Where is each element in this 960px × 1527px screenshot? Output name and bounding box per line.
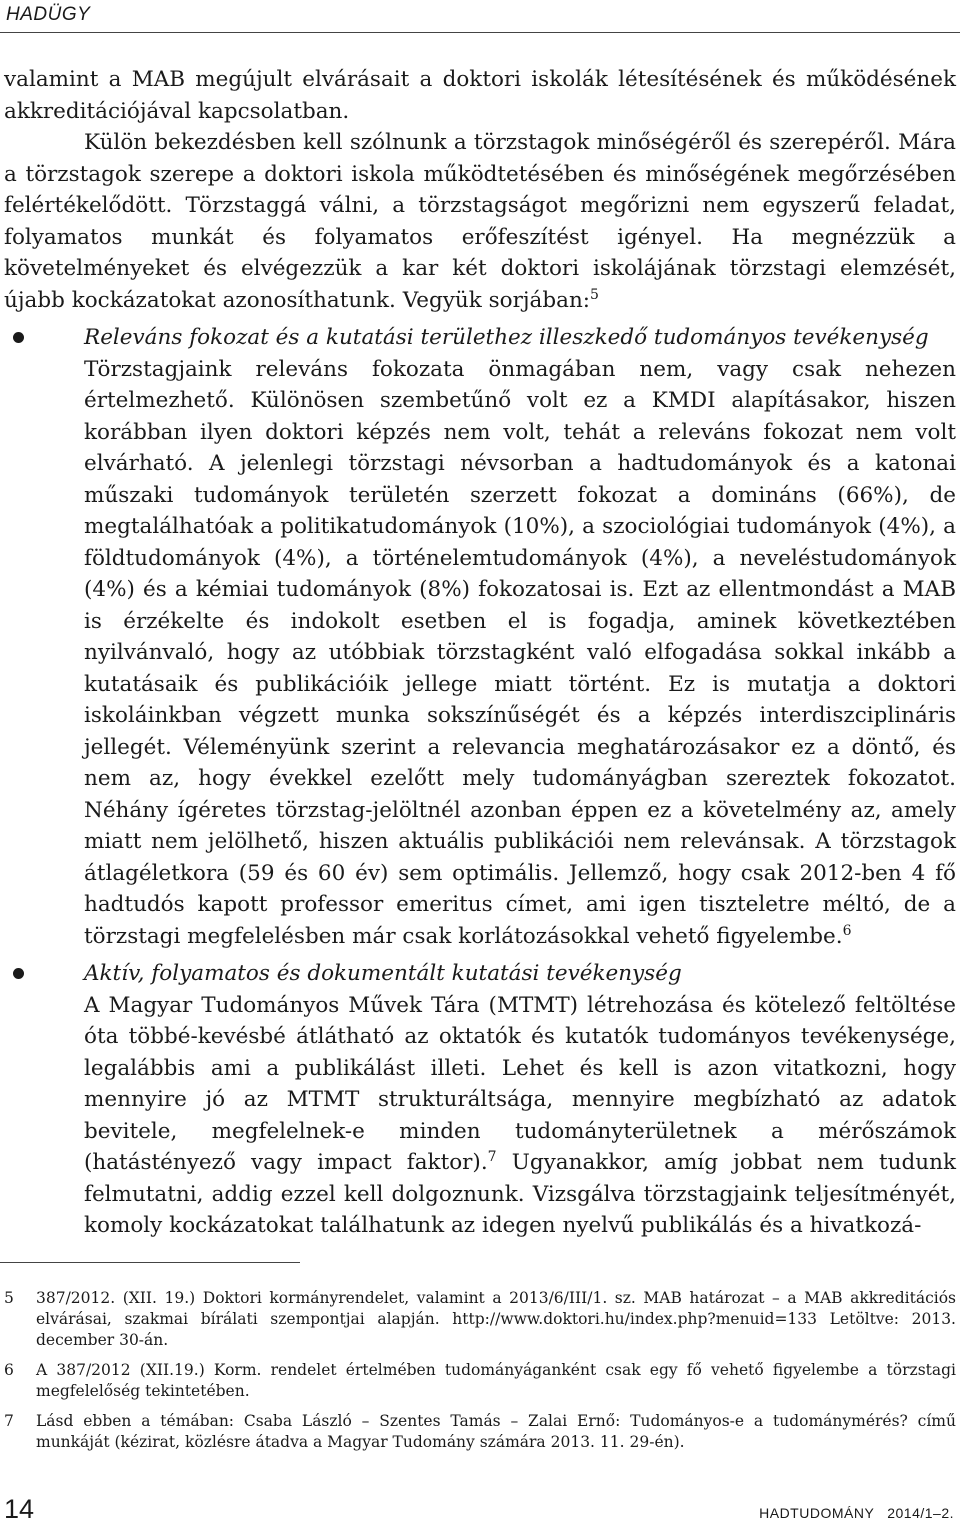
paragraph: valamint a MAB megújult elvárásait a doktori iskolák létesítésének és működésének akkreditációjával kapcsolatban. <box>4 67 956 124</box>
article-body <box>4 64 956 1242</box>
footnote-text: 387/2012. (XII. 19.) Doktori kormányrendelet, valamint a 2013/6/III/1. sz. MAB határozat – a MAB akkreditációs elvárásai, szakmai bírálati szempontjai alapján. http://www.doktori.hu/index.php?menuid=133 Letöltve: 2013. december 30-án. <box>36 1289 956 1349</box>
paragraph-text: Külön bekezdésben kell szólnunk a törzstagok minőségéről és szerepéről. Mára a törzstagok szerepe a doktori iskola működtetésében és minőségének megőrzésében felértékelődött. Törzstaggá válni, a törzstagságot megőrizni nem egyszerű feladat, folyamatos munkát és folyamatos erőfeszítést igényel. Ha megnézzük a követelményeket és elvégezzük a kar két doktori iskolájának törzstagi elemzését, újabb kockázatokat azonosíthatunk. Vegyük sorjában: <box>4 130 956 313</box>
footnote-number: 5 <box>4 1289 14 1307</box>
bullet-text: A Magyar Tudományos Művek Tára (MTMT) létrehozása és kötelező feltöltése óta többé-kevésbé átlátható az oktatók és kutatók tudományos tevékenysége, legalábbis ami a publikálást illeti. Lehet és kell is azon vitatkozni, hogy mennyire jó az MTMT strukturáltsága, mennyire megbízható az adatok bevitele, megfelelnek-e minden tudományterületnek a mérőszámok (hatástényező vagy impact faktor). <box>84 992 956 1175</box>
journal-footer <box>759 1505 954 1521</box>
running-header: HADÜGY <box>6 4 91 25</box>
bullet-item <box>4 958 956 1242</box>
footnote-divider <box>0 1262 300 1263</box>
footnote-text: Lásd ebben a témában: Csaba László – Szentes Tamás – Zalai Ernő: Tudományos-e a tudománymérés? című munkáját (kézirat, közlésre átadva a Magyar Tudomány számára 2013. 11. 29-én). <box>36 1412 956 1451</box>
bullet-title: Releváns fokozat és a kutatási területhez illeszkedő tudományos tevékenység <box>84 325 929 350</box>
footnote-number: 7 <box>4 1412 14 1430</box>
bullet-item <box>4 322 956 952</box>
header-divider <box>0 32 960 33</box>
footnote <box>4 1288 956 1351</box>
bullet-text-continued: Ugyanakkor, amíg jobbat nem tudunk felmutatni, addig ezzel kell dolgoznunk. Vizsgálva törzstagjaink teljesítményét, komoly kockázatokat találhatunk az idegen nyelvű publikálás és a hivatkozá- <box>84 1150 957 1238</box>
footnotes <box>4 1288 956 1462</box>
footnote <box>4 1411 956 1453</box>
bullet-icon <box>13 332 24 343</box>
footnote-number: 6 <box>4 1361 14 1379</box>
journal-issue: HADTUDOMÁNY 2014/1–2. <box>759 1505 954 1521</box>
footnote-ref: 6 <box>842 922 852 939</box>
bullet-text: Törzstagjaink releváns fokozata önmagában nem, vagy csak nehezen értelmezhető. Különösen szembetűnő volt ez a KMDI alapításakor, hiszen korábban ilyen doktori képzés nem volt, tehát a releváns fokozat nem volt elvárható. A jelenlegi törzstagi névsorban a hadtudományok és a katonai műszaki tudományok területén szerzett fokozat a domináns (66%), de megtalálhatóak a politikatudományok (10%), a szociológiai tudományok (4%), a földtudományok (4%), a történelemtudományok (4%), a neveléstudományok (4%) és a kémiai tudományok (8%) fokozatosai is. Ezt az ellentmondást a MAB is érzékelte és indokolt esetben el is fogadja, aminek következtében nyilvánvaló, hogy az utóbbiak törzstagként való elfogadása sokkal inkább a kutatásaik és publikációik jellege miatt történt. Ez is mutatja a doktori iskoláinkban végzett munka sokszínűségét és a képzés interdiszciplináris jellegét. Véleményünk szerint a relevancia meghatározásakor ez a döntő, és nem az, hogy évekkel ezelőtt mely tudományágban szereztek fokozatot. Néhány ígéretes törzstag-jelöltnél azonban éppen ez a követelmény az, amely miatt nem jelölhető, hiszen aktuális publikációi nem relevánsak. A törzstagok átlagéletkora (59 és 60 év) sem optimális. Jellemző, hogy csak 2012-ben 4 fő hadtudós kapott professor emeritus címet, ami igen tiszteletre méltó, de a törzstagi megfelelésben már csak korlátozásokkal vehető figyelembe. <box>84 356 956 949</box>
bullet-icon <box>13 968 24 979</box>
paragraph <box>4 127 956 316</box>
page-number: 14 <box>4 1494 35 1524</box>
footnote-ref: 7 <box>487 1148 497 1165</box>
footnote-ref: 5 <box>590 286 599 303</box>
bullet-title: Aktív, folyamatos és dokumentált kutatási tevékenység <box>84 961 682 986</box>
footnote-text: A 387/2012 (XII.19.) Korm. rendelet értelmében tudományáganként csak egy fő vehető figyelembe a törzstagi megfelelőség tekintetében. <box>36 1361 956 1400</box>
footnote <box>4 1360 956 1402</box>
